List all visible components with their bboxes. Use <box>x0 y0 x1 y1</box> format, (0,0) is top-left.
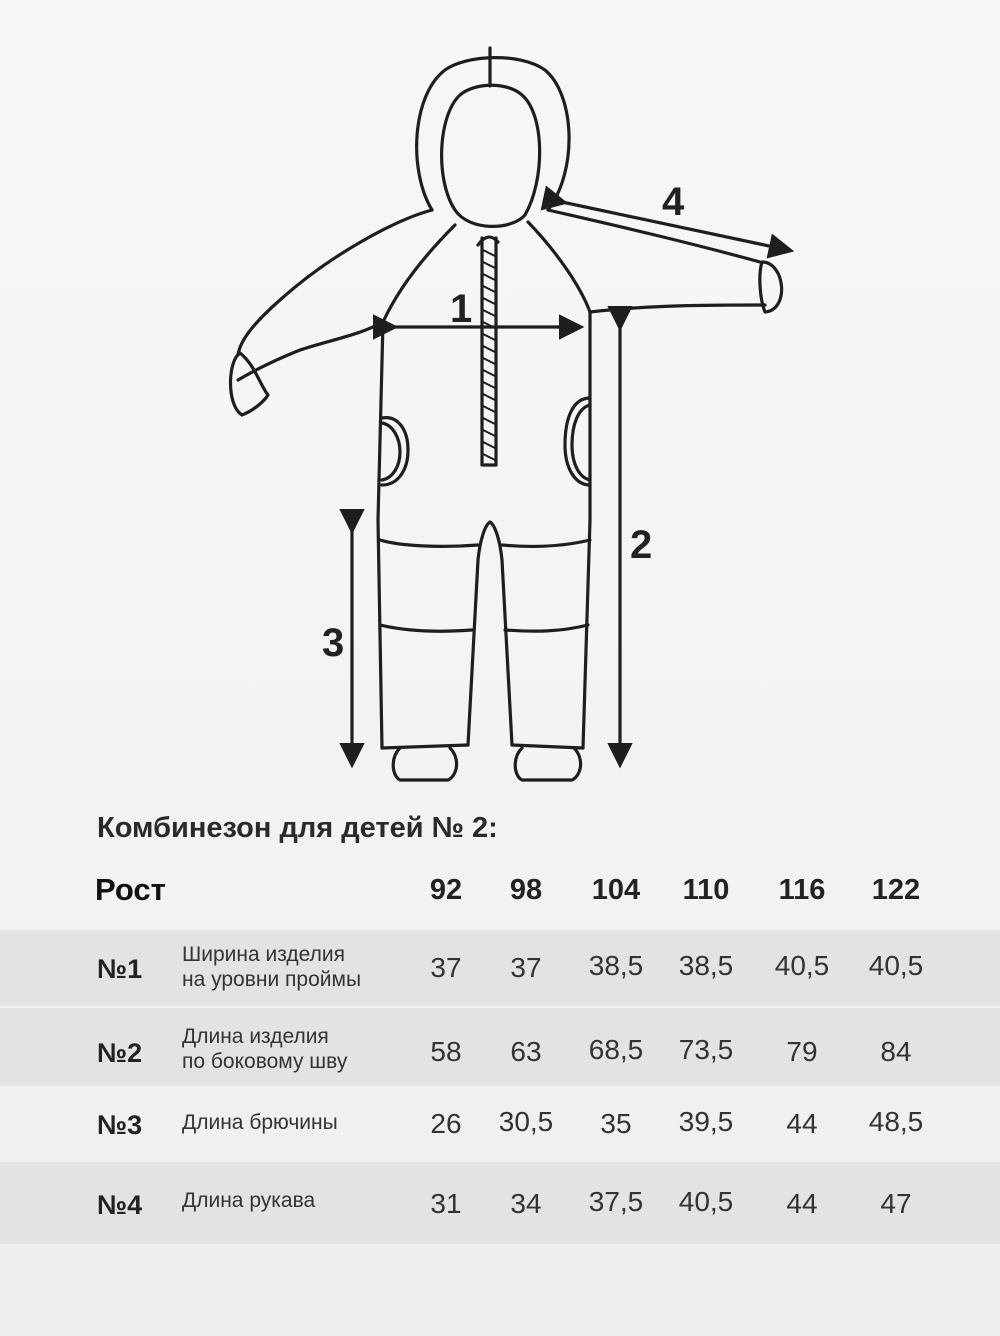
height-110: 110 <box>682 874 730 906</box>
measure-3-label: 3 <box>322 621 345 665</box>
knee-panel-right <box>502 540 590 546</box>
value-cell: 44 <box>786 1188 818 1219</box>
left-pocket <box>382 418 408 485</box>
value-cell: 39,5 <box>678 1106 734 1137</box>
value-cell: 47 <box>880 1188 912 1219</box>
value-cell: 48,5 <box>868 1106 924 1137</box>
value-cell: 30,5 <box>498 1106 554 1137</box>
measure-1-label: 1 <box>450 287 473 331</box>
height-116: 116 <box>778 874 826 906</box>
right-cuff <box>760 262 782 312</box>
table-header-row <box>0 868 1000 916</box>
value-cell: 68,5 <box>588 1034 644 1065</box>
size-chart-title: Комбинезон для детей № 2: <box>97 812 498 844</box>
value-cell: 84 <box>880 1036 912 1067</box>
value-cell: 37,5 <box>588 1186 644 1217</box>
height-92: 92 <box>429 874 463 906</box>
body-right-side <box>583 312 590 748</box>
table-row <box>0 1008 1000 1086</box>
value-cell: 35 <box>600 1108 632 1139</box>
height-header-label: Рост <box>95 872 166 907</box>
table-row <box>0 1162 1000 1244</box>
left-ankle-cuff <box>393 748 456 780</box>
value-cell: 58 <box>430 1036 462 1067</box>
value-cell: 40,5 <box>868 950 924 981</box>
value-cell: 40,5 <box>774 950 830 981</box>
left-cuff <box>231 353 269 415</box>
row-description-line1: Длина изделия <box>182 1025 329 1048</box>
value-cell: 38,5 <box>588 950 644 981</box>
value-cell: 37 <box>430 952 462 983</box>
height-122: 122 <box>871 874 921 906</box>
zipper-teeth <box>483 250 495 460</box>
value-cell: 44 <box>786 1108 818 1139</box>
row-description-line2: на уровни проймы <box>182 968 362 991</box>
row-description-line1: Ширина изделия <box>182 943 345 966</box>
row-number: №4 <box>97 1190 143 1220</box>
body-left-side <box>378 322 383 748</box>
value-cell: 73,5 <box>678 1034 734 1065</box>
right-ankle-cuff <box>515 748 580 780</box>
height-98: 98 <box>509 874 543 906</box>
table-row <box>0 930 1000 1006</box>
value-cell: 79 <box>786 1036 818 1067</box>
value-cell: 38,5 <box>678 950 734 981</box>
measure-4-label: 4 <box>662 180 685 224</box>
row-description <box>182 942 361 992</box>
row-number: №1 <box>97 954 143 984</box>
row-description-line2: по боковому шву <box>182 1050 348 1073</box>
value-cell: 34 <box>510 1188 542 1219</box>
hood-face-opening <box>442 85 540 226</box>
value-cell: 37 <box>510 952 542 983</box>
knee-panel-left <box>380 540 478 546</box>
table-row <box>0 1088 1000 1160</box>
value-cell: 40,5 <box>678 1186 734 1217</box>
measure-2-label: 2 <box>630 523 653 567</box>
row-description <box>182 1024 347 1074</box>
row-number: №3 <box>97 1110 143 1140</box>
row-description: Длина брючины <box>182 1111 338 1134</box>
value-cell: 63 <box>510 1036 542 1067</box>
row-description: Длина рукава <box>182 1189 316 1212</box>
row-number: №2 <box>97 1038 143 1068</box>
value-cell: 31 <box>430 1188 462 1219</box>
left-sleeve <box>238 210 432 355</box>
value-cell: 26 <box>430 1108 462 1139</box>
hood-outline <box>417 58 569 210</box>
height-104: 104 <box>591 874 641 906</box>
